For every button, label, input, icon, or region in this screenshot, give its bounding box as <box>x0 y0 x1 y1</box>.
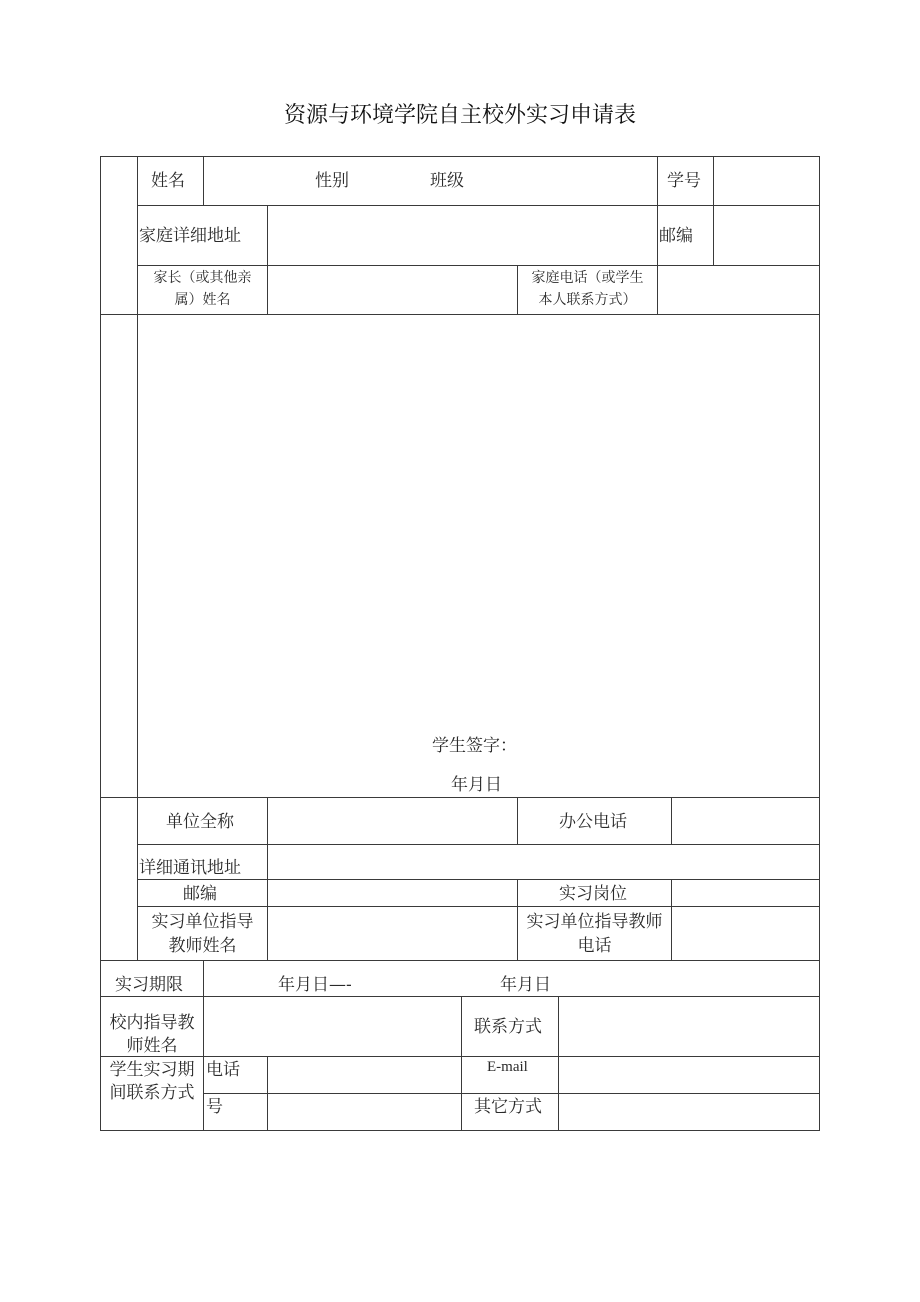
other-contact-label: 其它方式 <box>474 1097 542 1117</box>
unit-name-field[interactable] <box>268 798 517 844</box>
email-field[interactable] <box>559 1057 819 1093</box>
unit-mentor-phone-field[interactable] <box>672 907 819 960</box>
internship-contact-label: 学生实习期 间联系方式 <box>109 1060 195 1104</box>
school-mentor-contact-field[interactable] <box>559 997 819 1056</box>
name-label: 姓名 <box>151 171 185 191</box>
period-start: 年月日—- <box>278 975 352 995</box>
unit-mentor-phone-label: 实习单位指导教师 电话 <box>526 912 663 957</box>
home-postcode-field[interactable] <box>714 206 819 265</box>
student-id-field[interactable] <box>714 157 819 205</box>
email-label: E-mail <box>487 1059 528 1075</box>
class-label: 班级 <box>430 171 464 191</box>
school-mentor-label: 校内指导教 师姓名 <box>109 1013 195 1057</box>
period-label: 实习期限 <box>115 975 183 995</box>
period-end: 年月日 <box>500 975 551 995</box>
unit-mentor-name-field[interactable] <box>268 907 517 960</box>
position-label: 实习岗位 <box>559 884 627 904</box>
contact-number-field[interactable] <box>268 1094 461 1130</box>
home-address-field[interactable] <box>268 206 657 265</box>
school-mentor-contact-label: 联系方式 <box>474 1017 542 1037</box>
office-phone-field[interactable] <box>672 798 819 844</box>
home-phone-label: 家庭电话（或学生 本人联系方式） <box>531 270 644 309</box>
position-field[interactable] <box>672 880 819 906</box>
unit-name-label: 单位全称 <box>166 812 234 832</box>
school-mentor-name-field[interactable] <box>204 997 461 1056</box>
application-content-area[interactable] <box>138 315 819 735</box>
contact-phone-field[interactable] <box>268 1057 461 1093</box>
unit-mentor-name-label: 实习单位指导 教师姓名 <box>151 912 254 957</box>
office-phone-label: 办公电话 <box>559 812 627 832</box>
parent-name-label: 家长（或其他亲 属）姓名 <box>153 270 252 309</box>
parent-name-field[interactable] <box>268 266 517 314</box>
student-id-label: 学号 <box>667 171 701 191</box>
unit-postcode-label: 邮编 <box>183 884 217 904</box>
unit-address-label: 详细通讯地址 <box>139 858 241 878</box>
unit-postcode-field[interactable] <box>268 880 517 906</box>
gender-label: 性别 <box>315 171 349 191</box>
home-phone-field[interactable] <box>658 266 819 314</box>
other-contact-field[interactable] <box>559 1094 819 1130</box>
home-address-label: 家庭详细地址 <box>139 226 241 246</box>
home-postcode-label: 邮编 <box>659 226 693 246</box>
contact-number-label: 号 <box>206 1097 223 1117</box>
contact-phone-label: 电话 <box>206 1060 240 1080</box>
unit-address-field[interactable] <box>268 845 819 879</box>
form-title: 资源与环境学院自主校外实习申请表 <box>283 103 636 128</box>
application-date-label: 年月日 <box>451 775 502 795</box>
student-signature-label: 学生签字： <box>432 736 517 756</box>
